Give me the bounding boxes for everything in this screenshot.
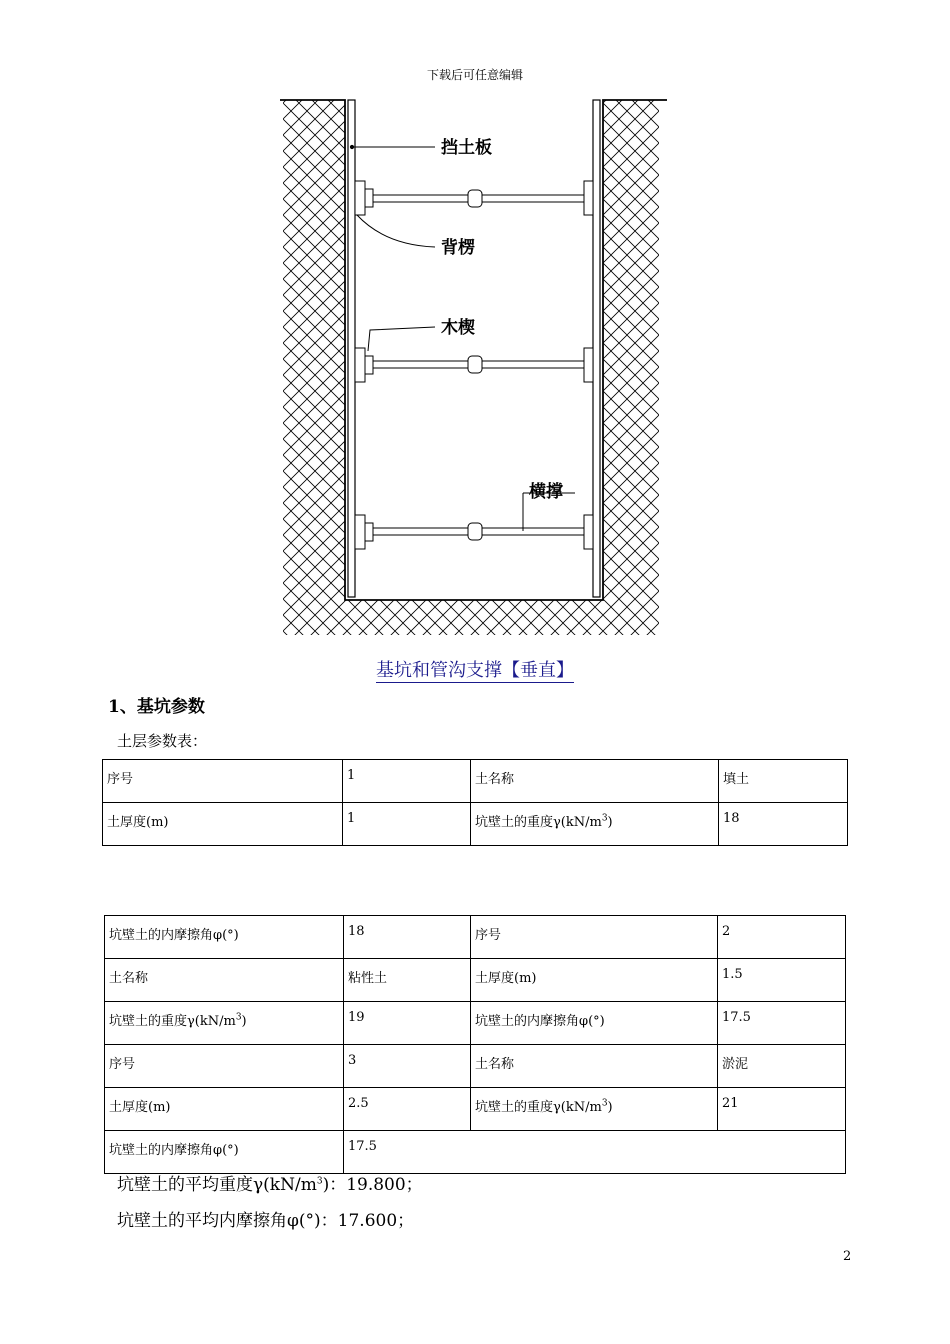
table-cell: 18 [719, 803, 848, 846]
table-cell: 21 [718, 1088, 846, 1131]
table-cell: 坑壁土的重度$\gamma(kN/m^3)$ [471, 1088, 718, 1131]
table-cell: 17.5 [718, 1002, 846, 1045]
figure-caption[interactable]: 基坑和管沟支撑【垂直】 [376, 660, 574, 681]
trench-shoring-diagram [275, 95, 675, 640]
table-row [105, 916, 846, 959]
table-cell: 填土 [719, 760, 848, 803]
table-cell [471, 803, 719, 846]
table-cell: 土厚度(m) [103, 803, 343, 846]
table-cell: 土名称 [471, 1045, 718, 1088]
table-cell: 坑壁土的重度$\gamma(kN/m^3)$ [105, 1002, 344, 1045]
label-wood-wedge: 木楔 [441, 318, 475, 338]
soil-params-table-1 [102, 759, 848, 846]
table-cell: 18 [344, 916, 471, 959]
avg-unit-weight-line [117, 1170, 423, 1195]
table-cell: 坑壁土的内摩擦角φ(°) [105, 1131, 344, 1174]
avg-friction-value: 17.600； [337, 1211, 415, 1231]
section-title: 1、基坑参数 [108, 697, 205, 717]
table-cell: 粘性土 [344, 959, 471, 1002]
avg-unit-weight-label: 坑壁土的平均重度$\gamma(kN/m^3)$： [117, 1175, 347, 1195]
avg-unit-weight-value: 19.800； [346, 1175, 423, 1195]
table-cell: 2.5 [344, 1088, 471, 1131]
table-cell: 序号 [103, 760, 343, 803]
table-cell: 淤泥 [718, 1045, 846, 1088]
label-retaining-board: 挡土板 [441, 138, 492, 158]
table-cell: 2 [718, 916, 846, 959]
table-cell: 土名称 [471, 760, 719, 803]
avg-friction-label: 坑壁土的平均内摩擦角φ(°)： [117, 1211, 338, 1231]
table-row [105, 1131, 846, 1174]
table-cell: 土名称 [105, 959, 344, 1002]
table-cell: 19 [344, 1002, 471, 1045]
table-row [103, 803, 848, 846]
label-cross-brace: 横撑 [529, 482, 563, 502]
table-cell: 17.5 [344, 1131, 846, 1174]
table-cell: 土厚度(m) [471, 959, 718, 1002]
avg-friction-line [117, 1206, 414, 1231]
label-back-purlin: 背楞 [441, 238, 475, 258]
table-cell: 1.5 [718, 959, 846, 1002]
soil-params-table-2 [104, 915, 846, 1174]
unit-weight-label: 坑壁土的重度$\gamma(kN/m^3)$ [475, 813, 613, 830]
table-cell: 坑壁土的内摩擦角φ(°) [471, 1002, 718, 1045]
table-cell: 坑壁土的内摩擦角φ(°) [105, 916, 344, 959]
table-cell: 序号 [105, 1045, 344, 1088]
table-row [105, 1045, 846, 1088]
table-row [105, 959, 846, 1002]
table-row [105, 1002, 846, 1045]
table-intro: 土层参数表： [117, 732, 208, 750]
page-number: 2 [843, 1249, 852, 1264]
table-cell: 1 [343, 760, 471, 803]
table-row [105, 1088, 846, 1131]
table-cell: 序号 [471, 916, 718, 959]
header-note: 下载后可任意编辑 [426, 68, 523, 82]
table-cell: 1 [343, 803, 471, 846]
table-cell: 3 [344, 1045, 471, 1088]
table-cell: 土厚度(m) [105, 1088, 344, 1131]
table-row [103, 760, 848, 803]
